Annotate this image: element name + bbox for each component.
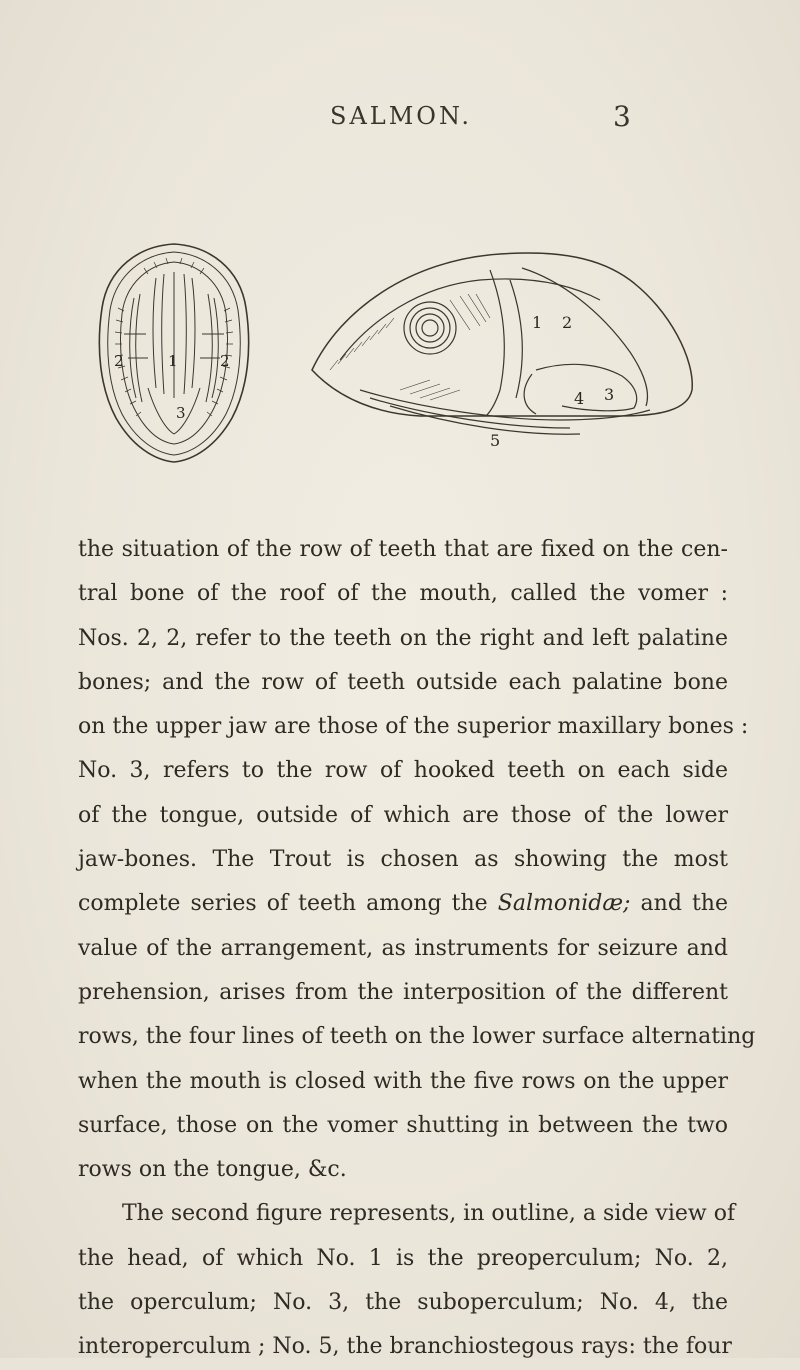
text-line: the situation of the row of teeth that are fixed on the cen-	[78, 537, 728, 562]
figure-palate-teeth	[94, 238, 254, 468]
svg-text:3: 3	[604, 385, 615, 404]
text-line: bones; and the row of teeth outside each palatine bone	[78, 669, 728, 695]
svg-text:3: 3	[176, 404, 186, 422]
text-line: tral bone of the roof of the mouth, called the vomer :	[78, 581, 728, 607]
figure-head-side-view	[300, 240, 710, 455]
svg-text:2: 2	[220, 352, 230, 370]
text-line: value of the arrangement, as instruments for seizure and	[78, 935, 728, 961]
text-segment: complete series of teeth among the	[78, 891, 498, 917]
text-line	[78, 882, 728, 926]
figures	[0, 0, 800, 520]
text-line: surface, those on the vomer shutting in between the two	[78, 1112, 728, 1138]
text-segment: and the	[630, 891, 728, 917]
text-line: the head, of which No. 1 is the preoperculum; No. 2,	[78, 1245, 728, 1271]
svg-text:2: 2	[562, 313, 573, 332]
text-line: the operculum; No. 3, the suboperculum; No. 4, the	[78, 1290, 728, 1316]
svg-text:4: 4	[574, 389, 585, 408]
text-line: Nos. 2, 2, refer to the teeth on the right and left palatine	[78, 625, 728, 651]
text-line: of the tongue, outside of which are those of the lower	[78, 802, 728, 828]
svg-text:5: 5	[490, 431, 501, 450]
svg-text:1: 1	[168, 352, 178, 370]
svg-text:2: 2	[114, 352, 124, 370]
text-line: The second figure represents, in outline, a side view of	[122, 1201, 736, 1227]
text-line: interoperculum ; No. 5, the branchiostegous rays: the four	[78, 1334, 732, 1360]
text-line: No. 3, refers to the row of hooked teeth on each side	[78, 758, 728, 784]
running-title: SALMON.	[330, 102, 473, 130]
svg-text:1: 1	[532, 313, 543, 332]
text-line: on the upper jaw are those of the superior maxillary bones :	[78, 714, 749, 740]
text-line: rows on the tongue, &c.	[78, 1157, 347, 1183]
page-number: 3	[613, 100, 631, 133]
text-line: when the mouth is closed with the five rows on the upper	[78, 1068, 728, 1094]
text-line: rows, the four lines of teeth on the lower surface alternating	[78, 1024, 756, 1050]
text-line: jaw-bones. The Trout is chosen as showing the most	[78, 847, 728, 873]
italic-term: Salmonidæ;	[497, 891, 631, 917]
body-text	[78, 528, 756, 1370]
text-line: prehension, arises from the interposition of the different	[78, 979, 728, 1005]
